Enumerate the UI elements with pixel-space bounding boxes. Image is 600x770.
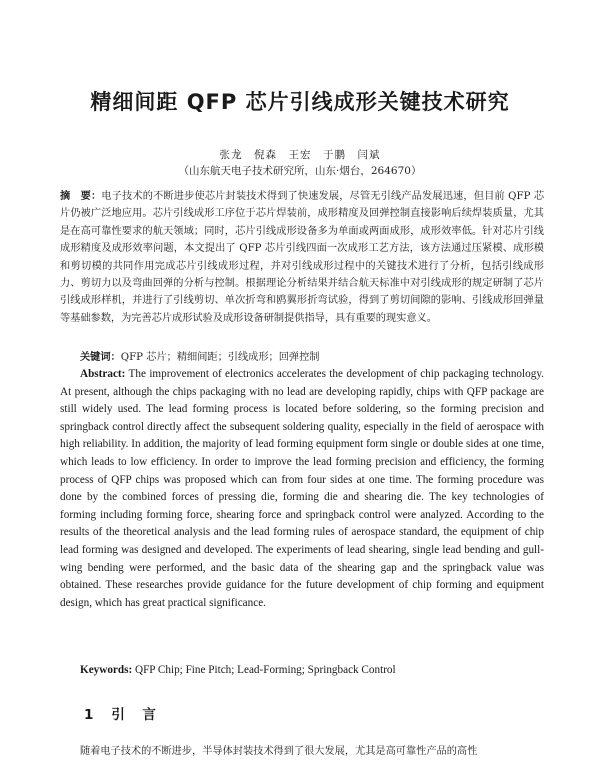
section-title: 引 言 <box>111 707 158 723</box>
chinese-keywords-text: QFP 芯片；精细间距；引线成形；回弹控制 <box>120 352 320 363</box>
chinese-keywords <box>80 348 550 363</box>
intro-paragraph: 随着电子技术的不断进步，半导体封装技术得到了很大发展，尤其是高可靠性产品的高性 <box>80 746 478 757</box>
author-affiliation: （山东航天电子技术研究所，山东·烟台，264670） <box>178 165 422 177</box>
chinese-keywords-label: 关键词： <box>80 352 121 363</box>
english-keywords-text: QFP Chip; Fine Pitch; Lead-Forming; Springback Control <box>135 664 396 676</box>
english-abstract <box>60 366 544 612</box>
english-abstract-text: The improvement of electronics accelerates the development of chip packaging technology. At present, although the chips packaging with no lead are developing rapidly, chips with QFP package are still widely used. The lead forming process is located before soldering, so the forming precision and springback control directly affect the subsequent soldering quality, especially in the field of aerospace with high reliability. In addition, the majority of lead forming equipment form single or double sides at one time, which leads to low efficiency. In order to improve the lead forming precision and efficiency, the forming process of QFP chips was proposed which can from four sides at one time. The forming procedure was done by the combined forces of pressing die, forming die and shearing die. The key technologies of forming including forming force, shearing force and springback control were analyzed. According to the results of the theoretical analysis and the lead forming rules of aerospace standard, the equipment of chip lead forming was designed and developed. The experiments of lead shearing, single lead bending and gull-wing bending were performed, and the basic data of the shearing gap and the springback value was obtained. These researches provide guidance for the future development of chip forming and equipment design, which has great practical significance. <box>60 368 544 609</box>
english-keywords-label: Keywords: <box>80 664 133 676</box>
paper-title: 精细间距 QFP 芯片引线成形关键技术研究 <box>90 90 510 114</box>
chinese-abstract-text: 电子技术的不断进步使芯片封装技术得到了快速发展，尽管无引线产品发展迅速，但目前 QFP 芯片仍被广泛地应用。芯片引线成形工序位于芯片焊装前，成形精度及回弹控制直接影响后续焊装质量，尤其是在高可靠性要求的航天领域；同时，芯片引线成形设备多为单面或两面成形，成形效率低。针对芯片引线成形精度及成形效率问题，本文提出了 QFP 芯片引线四面一次成形工艺方法，该方法通过压紧模、成形模和剪切模的共同作用完成芯片引线成形过程，并对引线成形过程中的关键技术进行了分析，包括引线成形力、剪切力以及弯曲回弹的分析与控制。根据理论分析结果并结合航天标准中对引线成形的规定研制了芯片引线成形样机，并进行了引线剪切、单次折弯和鸥翼形折弯试验，得到了剪切间隙的影响、引线成形回弹量等基础参数，为完善芯片成形试验及成形设备研制提供指导，具有重要的现实意义。 <box>60 191 545 324</box>
chinese-abstract-label: 摘 要： <box>60 191 102 202</box>
author-list: 张龙 倪森 王宏 于鹏 闫斌 <box>219 149 381 161</box>
section-heading <box>84 703 158 723</box>
section-number: 1 <box>84 707 96 723</box>
english-abstract-label: Abstract: <box>80 368 126 380</box>
chinese-abstract <box>60 188 544 327</box>
english-keywords <box>80 664 550 676</box>
